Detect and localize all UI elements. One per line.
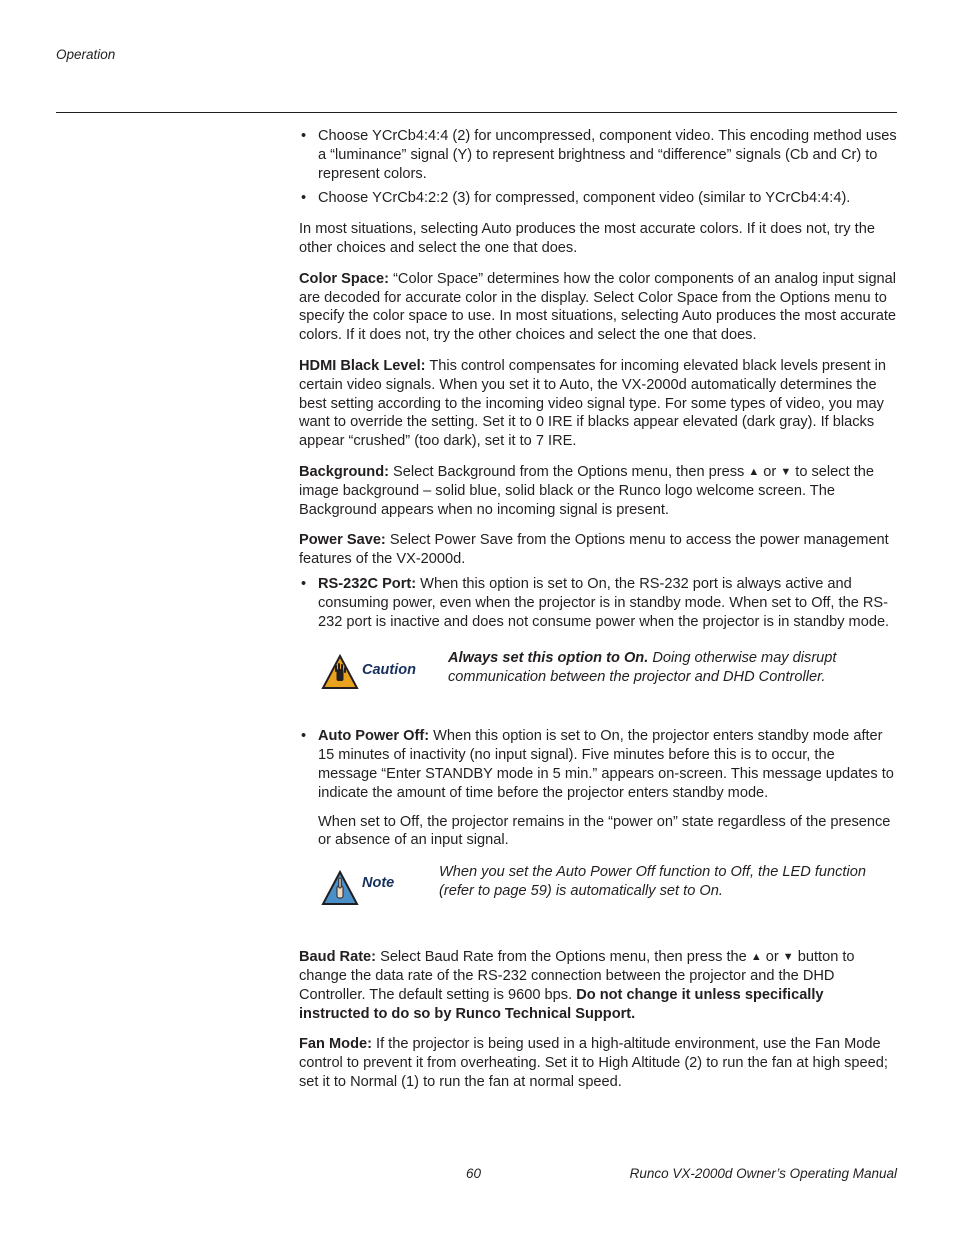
caution-text <box>448 649 897 687</box>
term-label: Baud Rate: <box>299 949 377 966</box>
paragraph-text: or <box>759 463 781 480</box>
background-paragraph <box>299 463 897 519</box>
down-arrow-icon: ▼ <box>782 951 794 964</box>
list-item: • Choose YCrCb4:4:4 (2) for uncompressed, component video. This encoding method uses a “luminance” signal (Y) to represent brightness and “difference” signals (Cb and Cr) to represent colors. <box>299 127 897 183</box>
paragraph-text: Select Power Save from the Options menu to access the power management features of the VX-2000d. <box>299 532 889 568</box>
term-label: Background: <box>299 463 389 480</box>
term-label: HDMI Black Level: <box>299 357 426 374</box>
term-label: Power Save: <box>299 532 386 549</box>
caution-callout <box>299 649 897 719</box>
paragraph-text: Select Background from the Options menu, then press <box>389 463 749 480</box>
paragraph-text: to select the image background – solid blue, solid black or the Runco logo welcome screen. The Background appears when no incoming signal is present. <box>299 463 874 518</box>
paragraph-text: button to change the data rate of the RS-232 connection between the projector and the DHD Controller. The default setting is 9600 bps. <box>299 949 855 1003</box>
manual-title: Runco VX-2000d Owner’s Operating Manual <box>629 1166 897 1181</box>
baud-rate-paragraph <box>299 948 897 1023</box>
caution-label: Caution <box>362 662 416 679</box>
term-label: Color Space: <box>299 270 390 287</box>
term-label: Fan Mode: <box>299 1036 372 1053</box>
running-header: Operation <box>56 47 116 62</box>
power-save-paragraph <box>299 531 897 569</box>
list-item <box>299 575 897 631</box>
note-label: Note <box>362 875 395 892</box>
note-callout <box>299 864 897 940</box>
note-hand-icon <box>321 870 359 906</box>
list-item: • Choose YCrCb4:2:2 (3) for compressed, component video (similar to YCrCb4:4:4). <box>299 189 897 208</box>
fan-mode-paragraph <box>299 1035 897 1091</box>
auto-power-off-followup: When set to Off, the projector remains in the “power on” state regardless of the presence or absence of an input signal. <box>318 813 891 849</box>
caution-emphasis: Always set this option to On. <box>448 650 649 667</box>
paragraph-text: This control compensates for incoming elevated black levels present in certain video signals. When you set it to Auto, the VX-2000d automatically determines the best setting according to the incoming video signal type. For some types of video, you may want to override the setting. Set it to 0 IRE if blacks appear elevated (dark gray). If blacks appear “crushed” (too dark), set it to 7 IRE. <box>299 357 887 450</box>
note-text: When you set the Auto Power Off function to Off, the LED function (refer to page 59) is automatically set to On. <box>439 864 866 899</box>
up-arrow-icon: ▲ <box>748 465 760 478</box>
caution-hand-icon <box>321 654 359 690</box>
paragraph-text: or <box>761 949 783 966</box>
paragraph-text: If the projector is being used in a high-altitude environment, use the Fan Mode control to prevent it from overheating. Set it to High Altitude (2) to run the fan at high speed; set it to Normal (1) to run the fan at normal speed. <box>299 1036 888 1090</box>
list-item <box>299 727 897 802</box>
paragraph-text: “Color Space” determines how the color components of an analog input signal are decoded for accurate color in the display. Select Color Space from the Options menu to specify the color space to use. In most situations, selecting Auto produces the most accurate colors. If it does not, try the other choices and select the one that does. <box>299 270 897 344</box>
baud-rate-warning: Do not change it unless specifically instructed to do so by Runco Technical Support. <box>299 986 824 1022</box>
paragraph-text: Select Baud Rate from the Options menu, then press the <box>376 949 751 966</box>
page-number: 60 <box>466 1166 482 1181</box>
up-arrow-icon: ▲ <box>750 951 762 964</box>
down-arrow-icon: ▼ <box>780 465 792 478</box>
hdmi-black-level-paragraph <box>299 357 897 451</box>
term-label: Auto Power Off: <box>318 728 430 745</box>
page-body <box>299 127 897 1104</box>
header-rule <box>56 112 897 113</box>
paragraph-text: When this option is set to On, the RS-232 port is always active and consuming power, even when the projector is in standby mode. When set to Off, the RS-232 port is inactive and does not consume power when the projector is in standby mode. <box>318 575 890 630</box>
auto-paragraph: In most situations, selecting Auto produces the most accurate colors. If it does not, try the other choices and select the one that does. <box>299 221 875 256</box>
paragraph-text: When this option is set to On, the projector enters standby mode after 15 minutes of inactivity (no input signal). Five minutes before this is to occur, the message “Enter STANDBY mode in 5 min.” appears on-screen. This message updates to indicate the amount of time before the projector enters standby mode. <box>318 728 894 801</box>
color-space-paragraph <box>299 270 897 345</box>
caution-body: Doing otherwise may disrupt communication between the projector and DHD Controller. <box>448 650 837 686</box>
term-label: RS-232C Port: <box>318 575 417 592</box>
